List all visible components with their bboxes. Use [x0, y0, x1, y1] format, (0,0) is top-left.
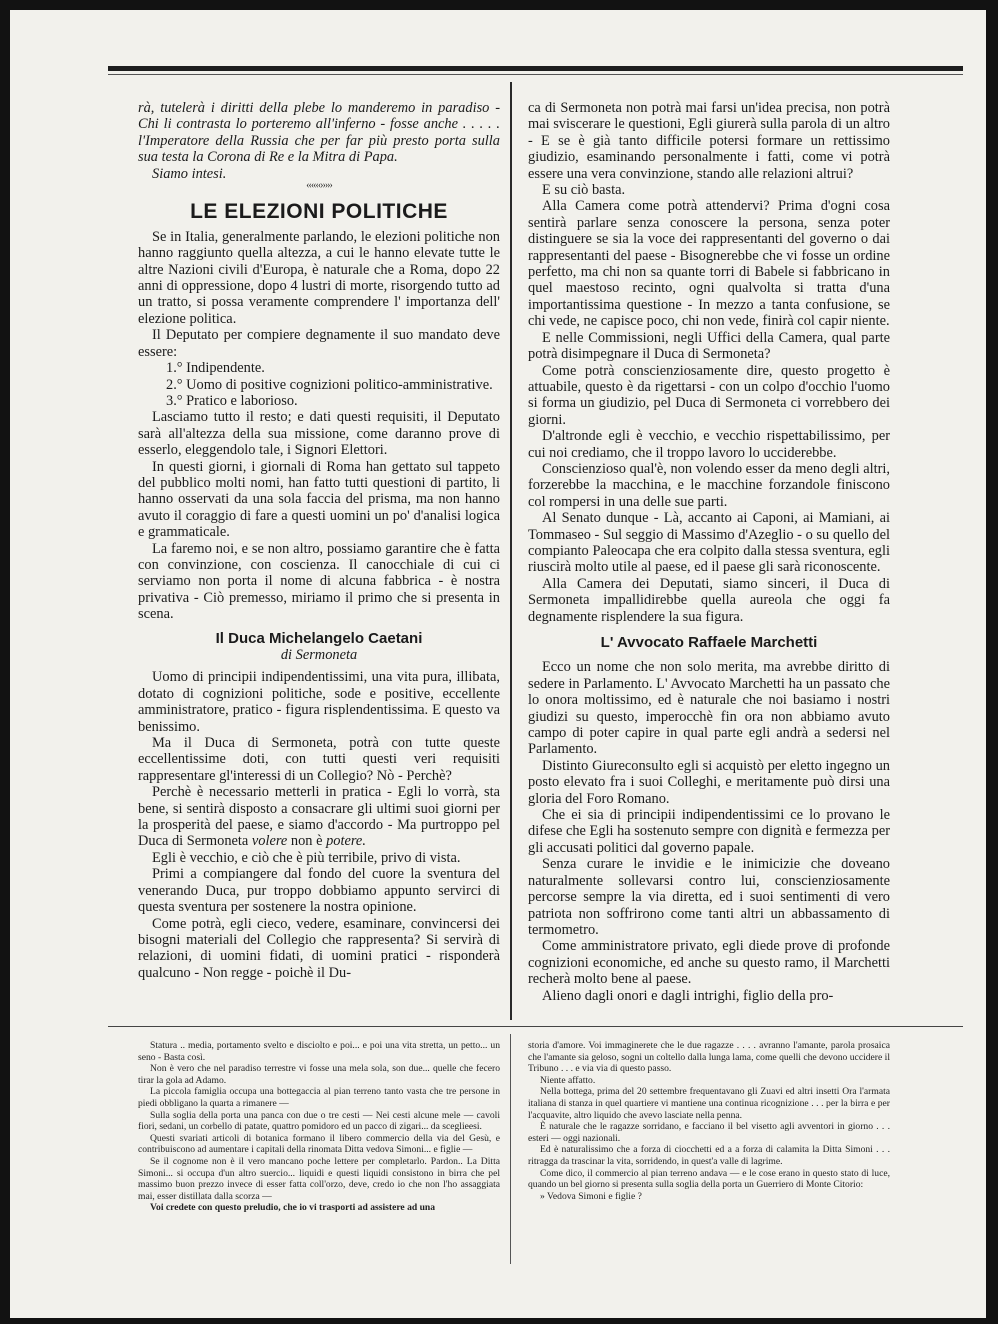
section-heading: L' Avvocato Raffaele Marchetti	[600, 634, 818, 651]
paragraph: Senza curare le invidie e le inimicizie che doveano naturalmente sollevarsi contro lui, conscienziosamente percorse sempre la via diretta, ed i suoi sentimenti di vero patriota non soffrirono come tanti altri un abbassamento di termometro.	[528, 856, 890, 938]
footnote-paragraph: Non è vero che nel paradiso terrestre vi fosse una mela sola, son due... quelle che fecero tirar la gola ad Adamo.	[138, 1063, 500, 1086]
footnote-paragraph: Statura .. media, portamento svelto e disciolto e poi... e poi una vita stretta, un petto... un seno - Basta così.	[138, 1040, 500, 1063]
footnote-paragraph: La piccola famiglia occupa una bottegaccia al pian terreno tanto vasta che tre persone in piedi obbligano la quarta a rimanere —	[138, 1086, 500, 1109]
footnote-rule	[108, 1026, 963, 1027]
footnote-paragraph: Sulla soglia della porta una panca con due o tre cesti — Nei cesti alcune mele — cavoli fiori, sedani, un corbello di patate, quattro pomidoro ed un pacco di zigari... da sceglieesi.	[138, 1109, 500, 1133]
footnote-right	[528, 1040, 890, 1202]
intro-paragraph: rà, tutelerà i diritti della plebe lo manderemo in paradiso - Chi li contrasta lo porteremo all'inferno - fosse anche . . . . . l'Imperatore della Russia che per far più presto porta sulla sua testa la Corona di Re e la Mitra di Papa.	[138, 100, 500, 166]
paragraph	[138, 784, 500, 850]
paragraph: Egli è vecchio, e ciò che è più terribile, privo di vista.	[152, 849, 461, 866]
footnote-paragraph: Se il cognome non è il vero mancano poche lettere per completarlo. Pardon.. La Ditta Simoni... si occupa d'un altro suercio... liquidi e questi liquidi consistono in birra che pel massimo buon prezzo invece di esser fatta coll'orzo, deve, credo io che non l'ho assaggiata mai, esser distillata dalla scorza —	[138, 1155, 500, 1202]
footnote-paragraph: » Vedova Simoni e figlie ?	[540, 1190, 642, 1202]
paragraph: Alla Camera dei Deputati, siamo sinceri, il Duca di Sermoneta impallidirebbe quella aureola che oggi fa degnamente risplendere la sua figura.	[528, 575, 890, 625]
paragraph: D'altronde egli è vecchio, e vecchio rispettabilissimo, per cui noi crediamo, che il troppo lavoro lo ucciderebbe.	[528, 428, 890, 461]
paragraph: Alieno dagli onori e dagli intrighi, figlio della pro-	[542, 987, 834, 1004]
paragraph: Come amministratore privato, egli diede prove di profonde cognizioni economiche, ed anche su questo ramo, il Marchetti recherà molto bene al paese.	[528, 938, 890, 988]
footnote-paragraph: Voi credete con questo preludio, che io vi trasporti ad assistere ad una	[150, 1202, 436, 1214]
paragraph: In questi giorni, i giornali di Roma han gettato sul tappeto del pubblico molti nomi, han fatto tutti questioni di partito, li hanno osservati da una sola faccia del prisma, ma non hanno avuto il coraggio di fare a questi uomini un po' d'analisi logica e grammaticale.	[138, 458, 500, 541]
paragraph: Come potrà, egli cieco, vedere, esaminare, convincersi dei bisogni materiali del Collegio che rappresenta? Si servirà di relazioni, di uomini fidati, di uomini pratici - risponderà qualcuno - Non regge - poichè il Du-	[138, 915, 500, 981]
paragraph: Che ei sia di principii indipendentissimi ce lo provano le difese che Egli ha sostenuto sempre con dignità e fermezza per gli accusati politici dal governo papale.	[528, 807, 891, 856]
paragraph: La faremo noi, e se non altro, possiamo garantire che è fatta con convinzione, con coscienza. Il canocchiale di cui ci serviamo non porta il nome di alcuna fabbrica - è nostra privativa - Ciò premesso, miriamo il primo che si presenta in scena.	[138, 540, 500, 623]
emphasis: volere	[251, 833, 288, 850]
footnote-paragraph: Come dico, il commercio al pian terreno andava — e le cose erano in questo stato di luce, quando un bel giorno si presenta sulla soglia della porta un Guerriero di Monte Citorio:	[528, 1167, 890, 1191]
emphasis: potere.	[326, 833, 366, 850]
text: Perchè è necessario metterli in pratica - Egli lo vorrà, sta bene, si sentirà disposto a consacrare gli ultimi suoi giorni per la prosperità del paese, e siamo d'accordo - Ma purtroppo pel Duca di Sermoneta	[138, 784, 500, 850]
paragraph: Uomo di principii indipendentissimi, una vita pura, illibata, dotato di cognizioni politiche, sode e positive, eccellente amministratore, pratico - figura risplendentissima. E questo va benissimo.	[138, 669, 500, 735]
footnote-paragraph: È naturale che le ragazze sorridano, e facciano il bel visetto agli avventori in giorno . . . esteri — oggi nazionali.	[528, 1121, 890, 1144]
paragraph: Alla Camera come potrà attendervi? Prima d'ogni cosa sentirà parlare senza conoscere la persona, senza poter distinguere se sia la voce dei rappresentanti del governo o dai rappresentanti del paese - Bisognerebbe che vi fosse un ordine perfetto, ma chi non sa quante torri di Babele si fabbricano in quel maestoso recinto, ogni qualvolta si tratta d'una importantissima questione - In mezzo a tanta confusione, se chi vede, ne capisce poco, chi non vede, finirà col capir niente.	[528, 198, 890, 330]
footnote-column-divider	[510, 1034, 511, 1264]
paragraph: E nelle Commissioni, negli Uffici della Camera, qual parte potrà disimpegnare il Duca di Sermoneta?	[528, 329, 890, 363]
text: non è	[287, 833, 327, 850]
siamo-intesi: Siamo intesi.	[152, 165, 227, 182]
paragraph: Al Senato dunque - Là, accanto ai Caponi, ai Mamiani, ai Tommaseo - Sul seggio di Massimo d'Azeglio - o su quello del compianto Paleocapa che era colpito dalla stessa sventura, egli riuscirà molto utile al paese, ed il paese gli sarà riconoscente.	[528, 510, 890, 576]
paragraph: Se in Italia, generalmente parlando, le elezioni politiche non hanno raggiunto quella altezza, a cui le hanno elevate tutte le altre Nazioni civili d'Europa, è naturale che a Roma, dopo 22 anni di oppressione, dopo 4 lustri di morte, risorgendo tutto ad un tratto, si possa veramente comprendere l' importanza dell' elezione politica.	[138, 228, 500, 327]
header-rule-thin	[108, 74, 963, 75]
paragraph: Il Deputato per compiere degnamente il suo mandato deve essere:	[138, 327, 500, 360]
list-item: 2.° Uomo di positive cognizioni politico-amministrative.	[166, 376, 493, 393]
paragraph: Primi a compiangere dal fondo del cuore la sventura del venerando Duca, pur troppo dobbiamo appunto servirci di questa sventura per sostenere la nostra opinione.	[138, 866, 500, 916]
paragraph: E su ciò basta.	[542, 182, 626, 199]
ornament: ‹‹‹‹‹‹›››››	[306, 180, 332, 192]
footnote-left	[138, 1040, 500, 1214]
paragraph: ca di Sermoneta non potrà mai farsi un'idea precisa, non potrà mai sviscerare le questioni, Egli giurerà sulla parola di un altro - E se è già tanto difficile potersi formare un rettissimo giudizio, esaminando personalmente i fatti, come vi potrà essere una vera convinzione, stando alle relazioni altrui?	[528, 100, 890, 182]
article-title: LE ELEZIONI POLITICHE	[190, 200, 448, 224]
paragraph: Come potrà conscienziosamente dire, questo progetto è attuabile, questo è da rigettarsi - con un colpo d'occhio l'uomo si forma un giudizio, pel Duca di Sermoneta ci vorrebbero dei giorni.	[528, 362, 890, 428]
footnote-paragraph: Niente affatto.	[540, 1074, 596, 1086]
paragraph: Lasciamo tutto il resto; e dati questi requisiti, il Deputato sarà all'altezza della sua missione, come daranno prove di esserlo, eleggendolo tale, i Signori Elettori.	[138, 409, 500, 459]
footnote-paragraph: storia d'amore. Voi immaginerete che le due ragazze . . . . avranno l'amante, parola prosaica che l'amante sia geloso, sogni un coltello dalla lunga lama, come quelli che devono uccidere il Tribuno . . . e via via di questo passo.	[528, 1040, 890, 1075]
left-column	[138, 100, 500, 981]
footnote-paragraph: Ed è naturalissimo che a forza di ciocchetti ed a a forza di calamita la Ditta Simoni . . . ritragga da trascinar la vita, sorridendo, in quest'a valle di lagrime.	[528, 1144, 890, 1167]
paragraph: Ma il Duca di Sermoneta, potrà con tutte queste eccellentissime doti, con tutti questi veri requisiti rappresentare gl'interessi di un Collegio? Nò - Perchè?	[138, 735, 500, 784]
footnote-paragraph: Questi svariati articoli di botanica formano il libero commercio della via del Gesù, e contribuiscono ad aumentare i capitali della rinomata Ditta vedova Simoni... e figlie —	[138, 1132, 500, 1156]
section-subheading: di Sermoneta	[280, 647, 358, 663]
right-column	[528, 100, 890, 1004]
column-divider	[510, 82, 512, 1020]
list-item: 3.° Pratico e laborioso.	[166, 392, 298, 409]
footnote-paragraph: Nella bottega, prima del 20 settembre frequentavano gli Zuavi ed altri insetti Ora l'armata italiana di stanza in quel quartiere vi mantiene una continua ricognizione . . . per la birra e per l'acquavite, altro liquido che avevo lasciate nella penna.	[528, 1086, 890, 1121]
header-rule	[108, 66, 963, 71]
list-item: 1.° Indipendente.	[166, 360, 265, 377]
section-heading: Il Duca Michelangelo Caetani	[215, 629, 423, 647]
paragraph: Ecco un nome che non solo merita, ma avrebbe diritto di sedere in Parlamento. L' Avvocato Marchetti ha un passato che lo onora moltissimo, ed è naturale che noi basiamo i nostri giudizi su questo, imperocchè fin ora non abbiamo avuto campo di poter capire in qual parte egli andrà a sedersi nel Parlamento.	[528, 659, 890, 758]
paragraph: Conscienzioso qual'è, non volendo esser da meno degli altri, forzerebbe la macchina, e le macchine forzandole finiscono col rompersi in una delle sue parti.	[528, 460, 890, 510]
paragraph: Distinto Giureconsulto egli si acquistò per eletto ingegno un posto elevato fra i suoi Colleghi, e meritamente può dirsi una gloria del Foro Romano.	[528, 757, 890, 807]
